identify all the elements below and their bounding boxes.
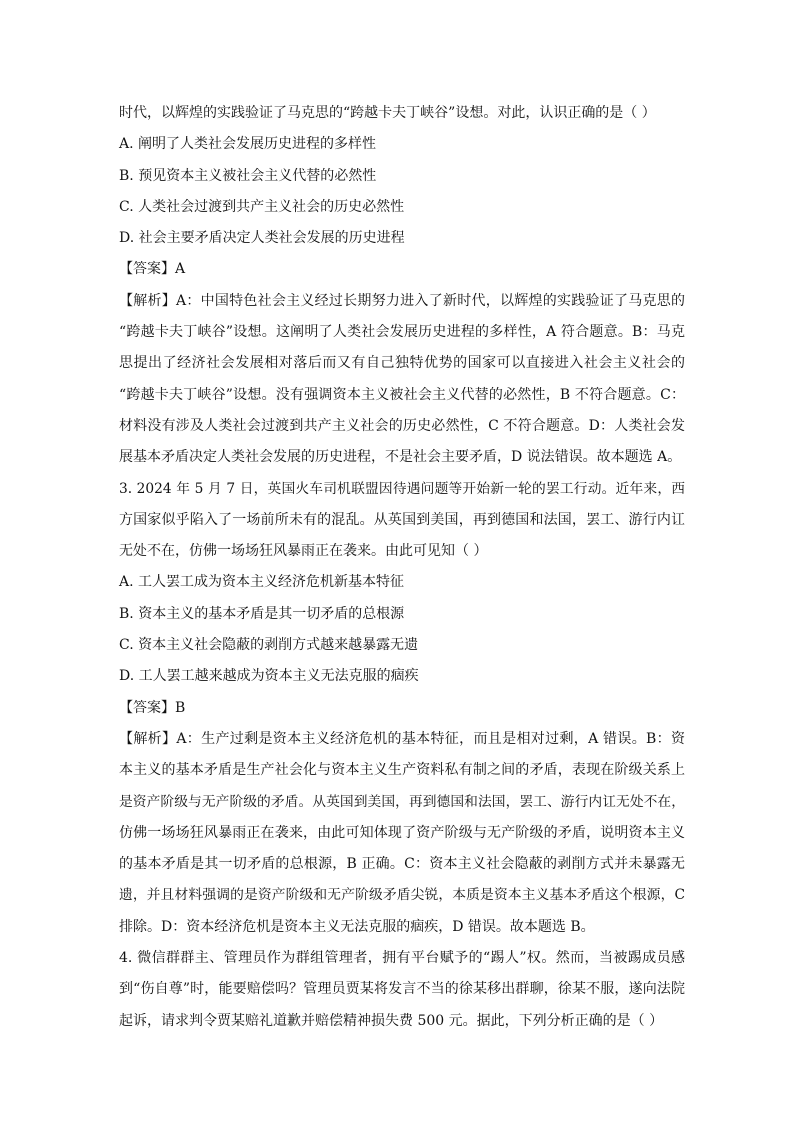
analysis-line: “跨越卡夫丁峡谷”设想。这阐明了人类社会发展历史进程的多样性，A 符合题意。B：马克 [119,324,685,341]
question-3-line: 3. 2024 年 5 月 7 日，英国火车司机联盟因待遇问题等开始新一轮的罢工行动。近年来，西 [119,480,685,497]
analysis-line: 遗，并且材料强调的是资产阶级和无产阶级矛盾尖锐，本质是资本主义基本矛盾这个根源，C [119,887,685,904]
analysis-line: “跨越卡夫丁峡谷”设想。没有强调资本主义被社会主义代替的必然性，B 不符合题意。C： [119,386,685,403]
analysis-line: 是资产阶级与无产阶级的矛盾。从英国到美国，再到德国和法国，罢工、游行内讧无处不在， [119,793,685,810]
document-body [119,98,685,1037]
question-3-line: 方国家似乎陷入了一场前所未有的混乱。从英国到美国，再到德国和法国，罢工、游行内讧 [119,511,685,528]
answer-label: 【答案】A [119,261,186,278]
option-a: A. 工人罢工成为资本主义经济危机新基本特征 [119,574,405,591]
option-b: B. 资本主义的基本矛盾是其一切矛盾的总根源 [119,605,405,622]
question-3-line: 无处不在，仿佛一场场狂风暴雨正在袭来。由此可见知（ ） [119,543,488,560]
question-4-line: 到“伤自尊”时，能要赔偿吗？管理员贾某将发言不当的徐某移出群聊，徐某不服，遂向法院 [119,981,685,998]
analysis-line: 【解析】A：生产过剩是资本主义经济危机的基本特征，而且是相对过剩，A 错误。B：资 [119,730,685,747]
analysis-line: 排除。D：资本经济危机是资本主义无法克服的痼疾，D 错误。故本题选 B。 [119,918,595,935]
option-c: C. 人类社会过渡到共产主义社会的历史必然性 [119,198,405,215]
option-d: D. 社会主要矛盾决定人类社会发展的历史进程 [119,230,405,247]
analysis-line: 展基本矛盾决定人类社会发展的历史进程，不是社会主要矛盾，D 说法错误。故本题选 A。 [119,449,682,466]
option-a: A. 阐明了人类社会发展历史进程的多样性 [119,136,377,153]
analysis-line: 的基本矛盾是其一切矛盾的总根源，B 正确。C：资本主义社会隐蔽的剥削方式并未暴露无 [119,856,685,873]
option-b: B. 预见资本主义被社会主义代替的必然性 [119,167,377,184]
analysis-line: 本主义的基本矛盾是生产社会化与资本主义生产资料私有制之间的矛盾，表现在阶级关系上 [119,762,685,779]
text-line-question-continuation: 时代，以辉煌的实践验证了马克思的“跨越卡夫丁峡谷”设想。对此，认识正确的是（ ） [119,105,656,121]
analysis-line: 材料没有涉及人类社会过渡到共产主义社会的历史必然性，C 不符合题意。D：人类社会发 [119,417,685,434]
analysis-line: 仿佛一场场狂风暴雨正在袭来，由此可知体现了资产阶级与无产阶级的矛盾，说明资本主义 [119,824,685,841]
analysis-line: 思提出了经济社会发展相对落后而又有自己独特优势的国家可以直接进入社会主义社会的 [119,355,685,372]
question-4-line: 4. 微信群群主、管理员作为群组管理者，拥有平台赋予的“踢人”权。然而，当被踢成员感 [119,950,685,967]
option-d: D. 工人罢工越来越成为资本主义无法克服的痼疾 [119,668,419,685]
question-4-line: 起诉，请求判令贾某赔礼道歉并赔偿精神损失费 500 元。据此，下列分析正确的是（ ） [119,1012,664,1029]
answer-label: 【答案】B [119,699,186,716]
option-c: C. 资本主义社会隐蔽的剥削方式越来越暴露无遗 [119,637,419,654]
analysis-line: 【解析】A：中国特色社会主义经过长期努力进入了新时代，以辉煌的实践验证了马克思的 [119,292,685,309]
